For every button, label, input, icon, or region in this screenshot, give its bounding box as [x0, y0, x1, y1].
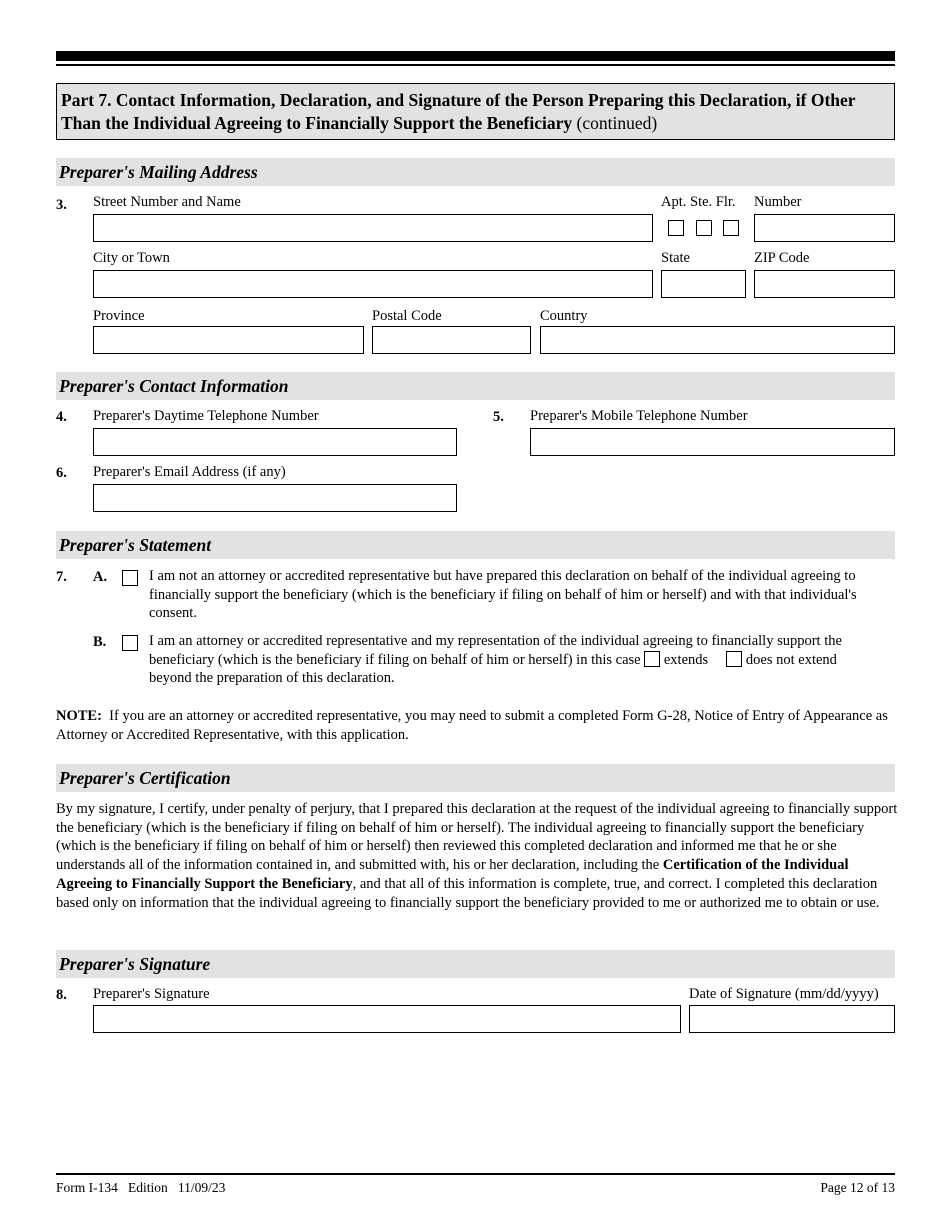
date-of-signature-label: Date of Signature (mm/dd/yyyy)	[689, 986, 879, 1002]
part-header-suffix: (continued)	[572, 113, 658, 133]
email-input[interactable]	[93, 484, 457, 512]
option-b-text	[149, 632, 899, 688]
option-a-checkbox[interactable]	[122, 570, 138, 586]
signature-input[interactable]	[93, 1005, 681, 1033]
extends-checkbox[interactable]	[644, 651, 660, 667]
item-number-3: 3.	[56, 197, 67, 213]
zip-label: ZIP Code	[754, 250, 810, 266]
top-rule-thin	[56, 64, 895, 66]
part-header	[56, 83, 895, 140]
section-signature: Preparer's Signature	[56, 950, 895, 978]
province-label: Province	[93, 308, 145, 324]
section-mailing-address: Preparer's Mailing Address	[56, 158, 895, 186]
postal-code-label: Postal Code	[372, 308, 442, 324]
apt-number-input[interactable]	[754, 214, 895, 242]
daytime-phone-input[interactable]	[93, 428, 457, 456]
option-a-text: I am not an attorney or accredited representative but have prepared this declaration on behalf of the individual agreeing to financially support the beneficiary (which is the beneficiary if filing on behalf of him or herself) and with that individual's consent.	[149, 568, 857, 622]
item-number-5: 5.	[493, 409, 504, 425]
certification-text-2: , and that all of this information is complete, true, and correct. I completed this declaration based only on information that the individual agreeing to financially support the beneficiary provided to me or authorized me to obtain or use.	[56, 875, 880, 911]
ste-checkbox[interactable]	[696, 220, 712, 236]
item-number-8: 8.	[56, 987, 67, 1003]
mobile-phone-label: Preparer's Mobile Telephone Number	[530, 408, 748, 424]
province-input[interactable]	[93, 326, 364, 354]
country-input[interactable]	[540, 326, 895, 354]
postal-code-input[interactable]	[372, 326, 531, 354]
footer-page-number: Page 12 of 13	[820, 1180, 895, 1195]
option-a-letter: A.	[93, 569, 108, 585]
street-label: Street Number and Name	[93, 194, 241, 210]
daytime-phone-label: Preparer's Daytime Telephone Number	[93, 408, 319, 424]
signature-label: Preparer's Signature	[93, 986, 210, 1002]
note-text: If you are an attorney or accredited representative, you may need to submit a completed Form G-28, Notice of Entry of Appearance as Attorney or Accredited Representative, with this application.	[56, 708, 891, 743]
apt-checkbox[interactable]	[668, 220, 684, 236]
apt-ste-flr-label: Apt. Ste. Flr.	[661, 194, 736, 210]
flr-checkbox[interactable]	[723, 220, 739, 236]
country-label: Country	[540, 308, 588, 324]
note-label: NOTE:	[56, 708, 102, 724]
footer-form-id: Form I-134 Edition 11/09/23	[56, 1180, 226, 1195]
email-label: Preparer's Email Address (if any)	[93, 464, 286, 480]
state-label: State	[661, 250, 690, 266]
certification-text-1: By my signature, I certify, under penalty of perjury, that I prepared this declaration at the request of the individual agreeing to financially support the beneficiary (which is the beneficiary if filing on behalf of him or herself). The individual agreeing to financially support the beneficiary (which is the beneficiary if filing on behalf of him or herself) then reviewed this completed declaration and informed me that he or she understands all of the information contained in, and submitted with, his or her declaration, including the	[56, 801, 898, 874]
top-rule-thick	[56, 51, 895, 61]
extends-label: extends	[660, 651, 709, 668]
does-not-extend-checkbox[interactable]	[726, 651, 742, 667]
street-input[interactable]	[93, 214, 653, 242]
option-b-text-part1: I am an attorney or accredited representative and my representation of the individual agreeing to financially support the beneficiary (which is the beneficiary if filing on behalf of him or herself) in this case	[149, 633, 842, 668]
date-of-signature-input[interactable]	[689, 1005, 895, 1033]
zip-input[interactable]	[754, 270, 895, 298]
section-certification: Preparer's Certification	[56, 764, 895, 792]
certification-paragraph	[56, 800, 901, 912]
certification-text-bold: Certification of the Individual Agreeing to Financially Support the Beneficiary	[56, 857, 849, 892]
option-b-letter: B.	[93, 634, 107, 650]
section-contact-information: Preparer's Contact Information	[56, 372, 895, 400]
number-label: Number	[754, 194, 802, 210]
state-select[interactable]	[661, 270, 746, 298]
section-statement: Preparer's Statement	[56, 531, 895, 559]
part-header-title: Part 7. Contact Information, Declaration, and Signature of the Person Preparing this Declaration, if Other Than the Individual Agreeing to Financially Support the Beneficiary	[61, 90, 856, 133]
item-number-4: 4.	[56, 409, 67, 425]
item-number-6: 6.	[56, 465, 67, 481]
city-input[interactable]	[93, 270, 653, 298]
note-paragraph	[56, 707, 901, 744]
does-not-extend-label: does not extend	[742, 651, 837, 668]
item-number-7: 7.	[56, 569, 67, 585]
footer-rule	[56, 1173, 895, 1175]
option-b-text-part2: beyond the preparation of this declaration.	[149, 670, 395, 687]
mobile-phone-input[interactable]	[530, 428, 895, 456]
city-label: City or Town	[93, 250, 170, 266]
option-b-checkbox[interactable]	[122, 635, 138, 651]
